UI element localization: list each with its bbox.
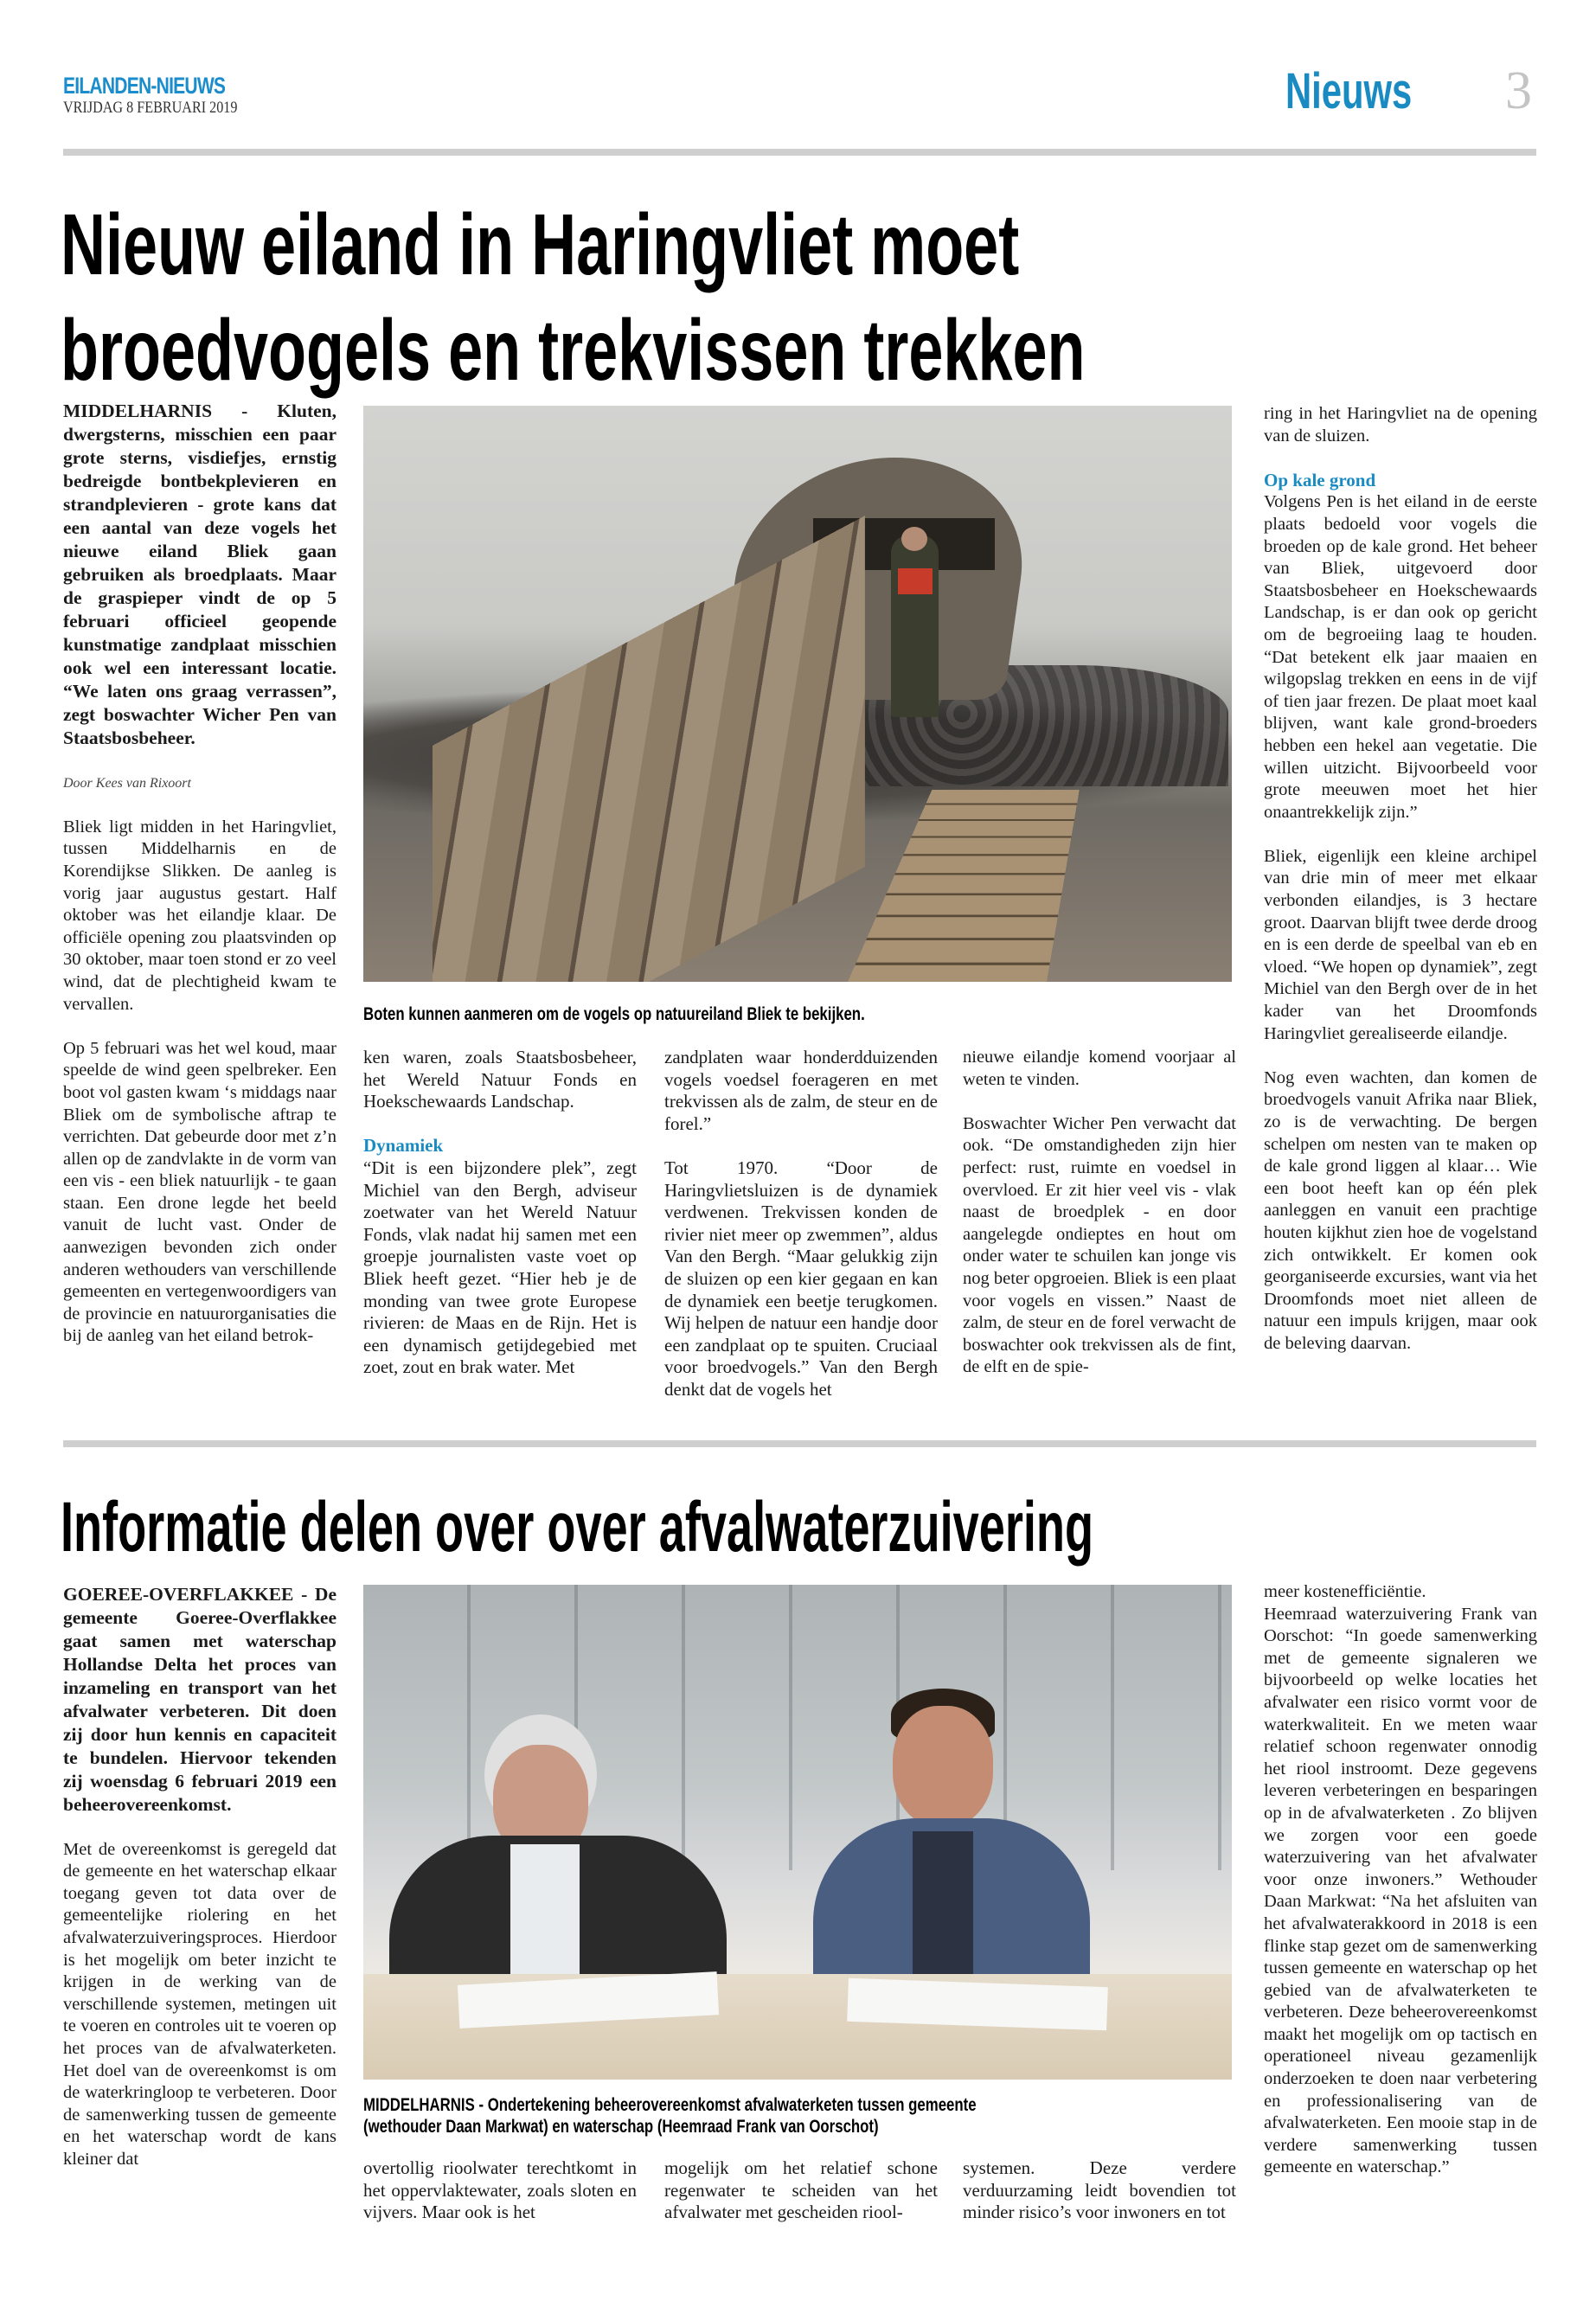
newspaper-logo: EILANDEN-NIEUWS bbox=[63, 73, 226, 99]
subheading: Op kale grond bbox=[1264, 469, 1376, 490]
paragraph: overtollig rioolwater terechtkomt in het oppervlaktewater, zoals sloten en vijvers. Maar ook is het bbox=[363, 2157, 637, 2223]
paragraph: systemen. Deze verdere verduurzaming leidt bovendien tot minder risico’s voor inwoners en tot bbox=[963, 2157, 1236, 2223]
article1-column-5 bbox=[1264, 403, 1537, 1356]
paragraph: Boswachter Wicher Pen verwacht dat ook. “De omstandigheden zijn hier perfect: rust, ruimte en voedsel in overvloed. Er zit hier veel vis - vlak naast de broedplek - en door aangelegde ondieptes en hout om onder water te schuilen kan jonge vis nog beter opgroeien. Bliek is een plaat voor vogels en vissen.” Naast de zalm, de steur en de forel verwacht de boswachter ook trekvissen als de fint, de elft en de spie- bbox=[963, 1113, 1236, 1377]
headline-line: Nieuw eiland in Haringvliet moet bbox=[61, 196, 1020, 293]
article2-column-2 bbox=[363, 2157, 637, 2224]
section-title: Nieuws bbox=[1285, 63, 1413, 119]
article-lead: GOEREE-OVERFLAKKEE - De gemeente Goeree-Overflakkee gaat samen met waterschap Hollandse Delta het proces van inzameling en transport van het afvalwater verbeteren. Dit doen zij door hun kennis en capaciteit te bundelen. Hiervoor tekenden zij woensdag 6 februari 2019 een beheerovereenkomst. bbox=[63, 1584, 337, 1815]
caption-line: MIDDELHARNIS - Ondertekening beheerovereenkomst afvalwaterketen tussen gemeente bbox=[363, 2095, 977, 2115]
paragraph: Tot 1970. “Door de Haringvlietsluizen is de dynamiek verdwenen. Trekvissen konden de rivier niet meer op zwemmen”, aldus Van den Bergh. “Maar gelukkig zijn de sluizen op een kier gegaan en kan de dynamiek een beetje terugkomen. Wij helpen de natuur een handje door een zandplaat op te spuiten. Cruciaal voor broedvogels.” Van den Bergh denkt dat de vogels het bbox=[664, 1157, 938, 1400]
article2-column-4 bbox=[963, 2157, 1236, 2224]
paragraph: Op 5 februari was het wel koud, maar speelde de wind geen spelbreker. Een boot vol gasten kwam ‘s middags naar Bliek om de symbolische aftrap te verrichten. Dat gebeurde door met z’n allen op de zandvlakte in de vorm van een vis - een bliek natuurlijk - te gaan staan. Een drone legde het beeld vanuit de lucht vast. Onder de aanwezigen bevonden zich onder anderen wethouders van verschillende gemeenten en vertegenwoordigers van de provincie en natuurorganisaties die bij de aanleg van het eiland betrok- bbox=[63, 1038, 337, 1346]
paragraph: Met de overeenkomst is geregeld dat de gemeente en het waterschap elkaar toegang geven tot data over de gemeentelijke riolering en het afvalwaterzuiveringsproces. Hierdoor is het mogelijk om beter inzicht te krijgen in de werking van de verschillende systemen, metingen uit te voeren en controles uit te voeren op het proces van de afvalwaterketen. Het doel van de overeenkomst is om de waterkringloop te verbeteren. Door de samenwerking tussen de gemeente en het waterschap wordt de kans kleiner dat bbox=[63, 1839, 337, 2169]
photo-bird-hide-walkway bbox=[363, 406, 1232, 982]
paragraph: Bliek ligt midden in het Haringvliet, tussen Middelharnis en de Korendijkse Slikken. De aanleg is vorig jaar augustus gestart. Half oktober was het eilandje klaar. De officiële opening zou plaatsvinden op 30 oktober, maar toen stond er zo veel wind, dat de plechtigheid kwam te vervallen. bbox=[63, 817, 337, 1014]
headline-line: broedvogels en trekvissen trekken bbox=[61, 302, 1086, 399]
paragraph: zandplaten waar honderdduizenden vogels voedsel foerageren en met trekvissen als de zalm, de steur en de forel.” bbox=[664, 1047, 938, 1134]
paragraph: Nog even wachten, dan komen de broedvogels vanuit Afrika naar Bliek, zo is de verwachting. De bergen schelpen om nesten van te maken op de kale grond liggen al klaar… Wie een boot heeft kan op één plek aanleggen en vanuit een prachtige houten kijkhut zien hoe de vogelstand zich ontwikkelt. Er komen ook georganiseerde excursies, want via het Droomfonds moet niet alleen de natuur een impuls krijgen, maar ook de beleving daarvan. bbox=[1264, 1067, 1537, 1353]
article1-column-3 bbox=[664, 1047, 938, 1401]
paragraph: meer kostenefficiëntie. bbox=[1264, 1582, 1426, 1601]
paragraph: mogelijk om het relatief schone regenwater te scheiden van het afvalwater met gescheiden riool- bbox=[664, 2157, 938, 2223]
paragraph: Volgens Pen is het eiland in de eerste plaats bedoeld voor vogels die broeden op de kale grond. Het beheer van Bliek, uitgevoerd door Staatsbosbeheer en Hoekschewaards Landschap, is er dan ook op gericht om de begroeiing laag te houden. “Dat betekent elk jaar maaien en wilgopslag trekken en eens in de vijf of tien jaar frezen. De plaat moet kaal blijven, want kale grond-broeders hebben een hekel aan vegetatie. Die willen uitzicht. Bijvoorbeeld voor grote meeuwen moet het hier onaantrekkelijk zijn.” bbox=[1264, 492, 1537, 822]
photo-signing-ceremony bbox=[363, 1585, 1232, 2080]
caption-line: (wethouder Daan Markwat) en waterschap (Heemraad Frank van Oorschot) bbox=[363, 2117, 879, 2137]
paragraph: Bliek, eigenlijk een kleine archipel van drie min of meer met elkaar verbonden eilandjes, is 3 hectare groot. Daarvan blijft twee derde droog en is een derde de speelbal van eb en vloed. “We hopen op dynamiek”, zegt Michiel van den Bergh over de in het kader van het Droomfonds Haringvliet gerealiseerde eilandje. bbox=[1264, 846, 1537, 1043]
article1-column-1 bbox=[63, 400, 337, 1348]
article-lead: MIDDELHARNIS - Kluten, dwergsterns, misschien een paar grote sterns, visdiefjes, ernstig bedreigde bontbekplevieren en strandplevieren - grote kans dat een aantal van deze vogels het nieuwe eiland Bliek gaan gebruiken als broedplaats. Maar de graspieper vindt de op 5 februari officieel geopende kunstmatige zandplaat misschien ook wel een interessant locatie. “We laten ons graag verrassen”, zegt boswachter Wicher Pen van Staatsbosbeheer. bbox=[63, 401, 337, 748]
paragraph: ring in het Haringvliet na de opening van de sluizen. bbox=[1264, 404, 1537, 445]
byline: Door Kees van Rixoort bbox=[63, 775, 191, 791]
article-divider bbox=[63, 1440, 1536, 1447]
article-headline bbox=[61, 192, 1086, 403]
paragraph: ken waren, zoals Staatsbosbeheer, het Wereld Natuur Fonds en Hoekschewaards Landschap. bbox=[363, 1047, 637, 1112]
article2-column-1 bbox=[63, 1583, 337, 2171]
article1-column-4 bbox=[963, 1047, 1236, 1379]
page-number: 3 bbox=[1505, 61, 1532, 120]
photo-caption: Boten kunnen aanmeren om de vogels op natuureiland Bliek te bekijken. bbox=[363, 1004, 865, 1024]
article2-column-5 bbox=[1264, 1581, 1537, 2179]
paragraph: nieuwe eilandje komend voorjaar al weten te vinden. bbox=[963, 1048, 1236, 1089]
header-divider bbox=[63, 149, 1536, 156]
paragraph: Heemraad waterzuivering Frank van Oorschot: “In goede samenwerking met de gemeente signaleren we bijvoorbeeld op welke locaties het afvalwater een risico vormt voor de waterkwaliteit. En we meten waar relatief schoon regenwater onnodig het riool instroomt. Deze gegevens leveren verbeteringen en besparingen op in de afvalwaterketen . Zo blijven we zorgen voor een goede waterzuivering van het afvalwater voor onze inwoners.” Wethouder Daan Markwat: “Na het afsluiten van het afvalwaterakkoord in 2018 is een flinke stap gezet om de samenwerking tussen gemeente en waterschap op het gebied van de afvalwaterketen te verbeteren. Deze beheerovereenkomst maakt het mogelijk om op tactisch en operationeel niveau gezamenlijk onderzoeken te doen naar verbetering en professionalisering van de afvalwaterketen. Een mooie stap in de verdere samenwerking tussen gemeente en waterschap.” bbox=[1264, 1604, 1537, 2177]
issue-date: VRIJDAG 8 FEBRUARI 2019 bbox=[63, 99, 238, 117]
photo-caption bbox=[363, 2094, 977, 2138]
article-headline: Informatie delen over over afvalwaterzuivering bbox=[61, 1488, 1094, 1567]
article1-column-2 bbox=[363, 1047, 637, 1379]
paragraph: “Dit is een bijzondere plek”, zegt Michiel van den Bergh, adviseur zoetwater van het Wereld Natuur Fonds, vlak nadat hij samen met een groepje journalisten vaste voet op Bliek heeft gezet. “Hier heb je de monding van twee grote Europese rivieren: de Maas en de Rijn. Het is een dynamisch getijdegebied met zoet, zout en brak water. Met bbox=[363, 1157, 637, 1378]
article2-column-3 bbox=[664, 2157, 938, 2224]
subheading: Dynamiek bbox=[363, 1135, 444, 1157]
